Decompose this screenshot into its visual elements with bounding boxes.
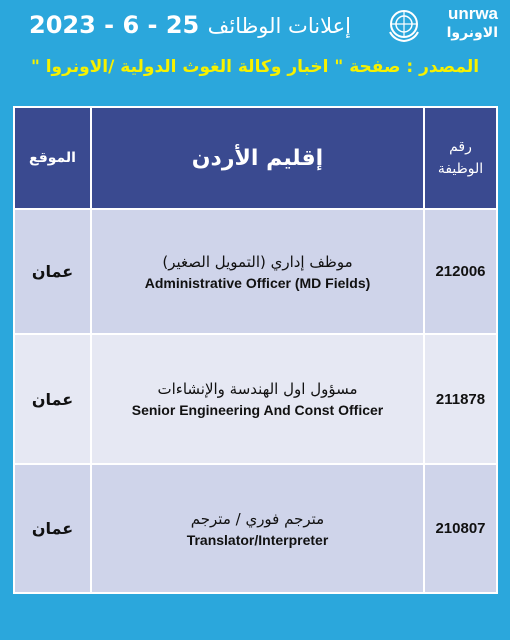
header-job-number-line2: الوظيفة: [437, 161, 484, 177]
unrwa-logo: [386, 4, 498, 44]
title-date: 25 - 6 - 2023: [29, 11, 200, 39]
jobs-table: [13, 106, 498, 594]
job-title-ar: مترجم فوري / مترجم: [190, 509, 325, 528]
table-row: [14, 464, 497, 593]
header-job-number: [424, 107, 497, 209]
logo-text-en: unrwa: [447, 4, 498, 23]
row-job-title: [91, 464, 424, 593]
row-job-title: [91, 209, 424, 334]
header-location: الموقع: [14, 107, 91, 209]
header-region: إقليم الأردن: [91, 107, 424, 209]
job-title-ar: موظف إداري (التمويل الصغير): [162, 252, 353, 271]
table-row: [14, 209, 497, 334]
job-title-en: Translator/Interpreter: [186, 531, 329, 548]
title-arabic: إعلانات الوظائف: [207, 14, 351, 38]
job-title-en: Administrative Officer (MD Fields): [144, 274, 371, 291]
job-title-en: Senior Engineering And Const Officer: [131, 402, 384, 418]
row-job-number: 212006: [424, 209, 497, 334]
row-location: عمان: [14, 209, 91, 334]
row-job-number: 211878: [424, 334, 497, 464]
header-job-number-line1: رقم: [449, 139, 472, 155]
page-title: [0, 8, 380, 43]
row-location: عمان: [14, 464, 91, 593]
source-line: المصدر : صفحة " اخبار وكالة الغوث الدولية /الاونروا ": [30, 57, 480, 77]
row-job-title: [91, 334, 424, 464]
row-job-number: 210807: [424, 464, 497, 593]
table-row: [14, 334, 497, 464]
un-emblem-icon: [386, 6, 422, 42]
logo-text-ar: الاونروا: [446, 25, 498, 41]
table-header-row: [14, 107, 497, 209]
row-location: عمان: [14, 334, 91, 464]
job-title-ar: مسؤول اول الهندسة والإنشاءات: [157, 380, 358, 398]
